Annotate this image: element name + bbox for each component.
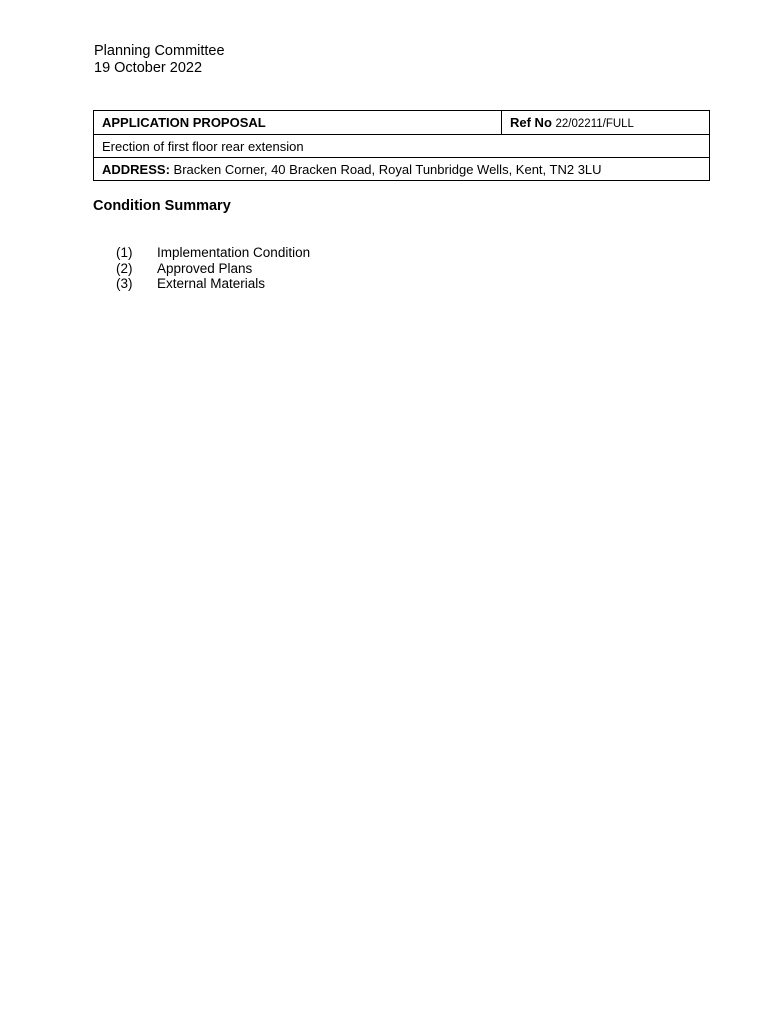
condition-summary-heading: Condition Summary <box>93 198 231 214</box>
ref-value: 22/02211/FULL <box>555 118 634 130</box>
condition-text: Approved Plans <box>157 260 253 276</box>
ref-cell <box>502 111 710 135</box>
condition-list <box>116 245 310 292</box>
condition-number: (3) <box>116 276 133 291</box>
document-header <box>94 43 225 77</box>
condition-number: (2) <box>116 260 133 276</box>
condition-number: (1) <box>116 245 133 260</box>
application-table <box>93 110 710 181</box>
proposal-heading: APPLICATION PROPOSAL <box>94 111 502 135</box>
address-label: ADDRESS: <box>102 161 170 177</box>
application-table-row-address <box>94 158 710 181</box>
list-item <box>116 245 310 261</box>
condition-text: Implementation Condition <box>157 245 311 260</box>
address-cell <box>94 158 710 181</box>
committee-name: Planning Committee <box>94 43 225 59</box>
application-table-row-proposal <box>94 111 710 135</box>
list-item <box>116 261 310 277</box>
address-value: Bracken Corner, 40 Bracken Road, Royal Tunbridge Wells, Kent, TN2 3LU <box>173 161 602 177</box>
proposal-description: Erection of first floor rear extension <box>94 135 710 158</box>
application-table-row-description <box>94 135 710 158</box>
ref-label: Ref No <box>510 115 552 130</box>
condition-text: External Materials <box>157 276 266 291</box>
list-item <box>116 276 310 292</box>
committee-date: 19 October 2022 <box>94 60 203 76</box>
